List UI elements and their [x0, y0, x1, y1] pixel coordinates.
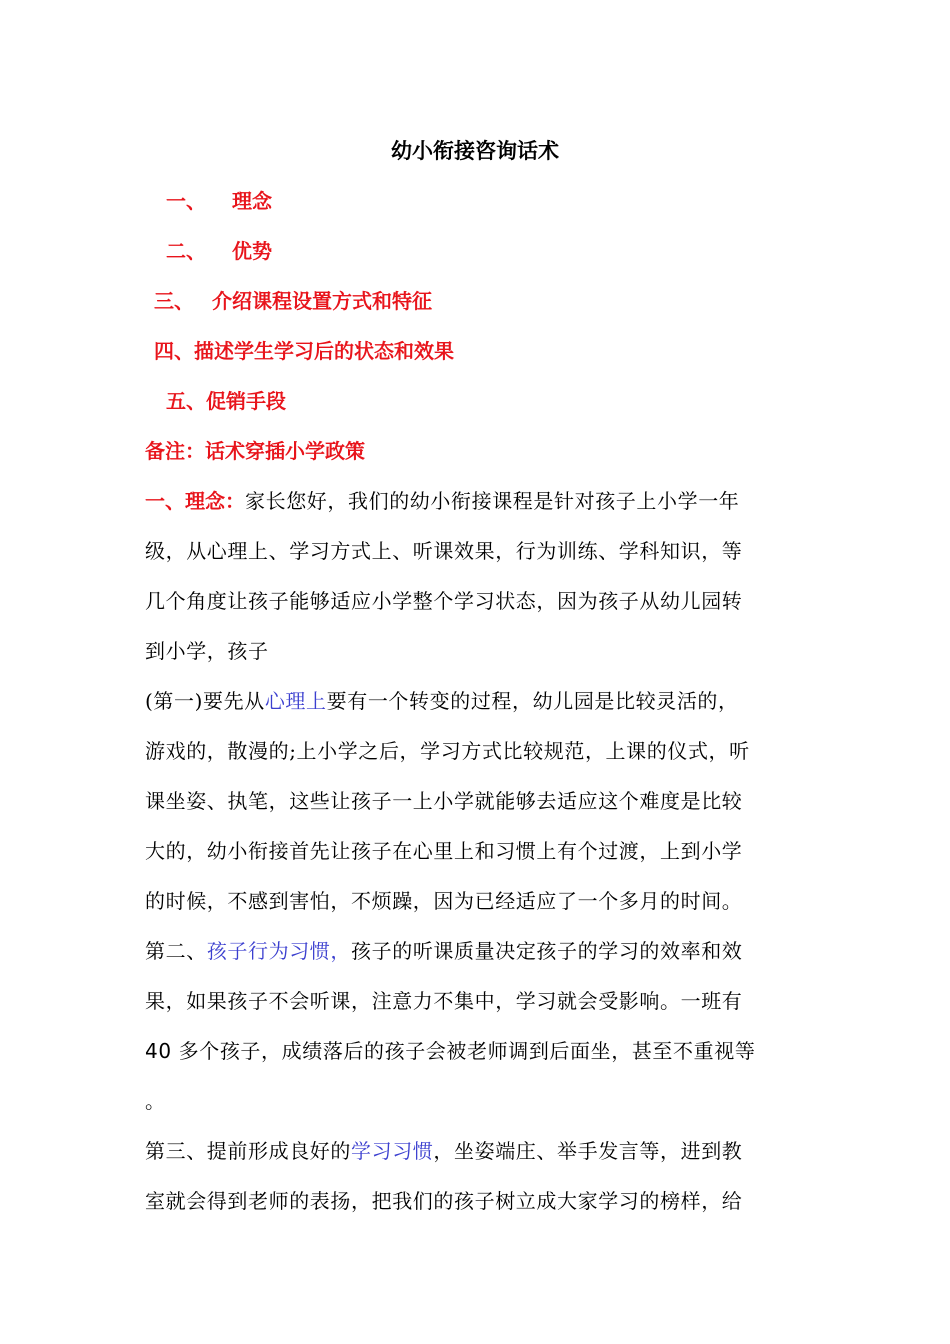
highlight-text: 学习习惯	[351, 1139, 434, 1163]
paragraph-line: 几个角度让孩子能够适应小学整个学习状态，因为孩子从幼儿园转	[145, 589, 743, 613]
paragraph-line: 课坐姿、执笔，这些让孩子一上小学就能够去适应这个难度是比较	[145, 789, 743, 813]
paragraph-line	[145, 476, 810, 526]
paragraph-line: 的时候，不感到害怕，不烦躁，因为已经适应了一个多月的时间。	[145, 889, 743, 913]
section-heading: 一、理念：	[145, 489, 245, 513]
outline-item-5	[166, 386, 286, 416]
outline-label: 促销手段	[206, 389, 286, 413]
outline-label: 描述学生学习后的状态和效果	[194, 339, 454, 363]
paragraph-line	[145, 1026, 810, 1076]
paragraph-line	[145, 676, 810, 726]
outline-number: 一、	[166, 189, 206, 213]
text-run: 家长您好，我们的幼小衔接课程是针对孩子上小学一年	[245, 489, 740, 513]
text-run: 孩子的听课质量决定孩子的学习的效率和效	[351, 939, 743, 963]
number-text: 40	[145, 1039, 172, 1063]
paragraph-line: 室就会得到老师的表扬，把我们的孩子树立成大家学习的榜样，给	[145, 1189, 743, 1213]
paragraph-line: 大的，幼小衔接首先让孩子在心里上和习惯上有个过渡，上到小学	[145, 839, 743, 863]
page-title: 幼小衔接咨询话术	[391, 139, 559, 163]
outline-item-1	[166, 186, 272, 216]
outline-number: 二、	[166, 239, 206, 263]
paragraph-line: 级，从心理上、学习方式上、听课效果，行为训练、学科知识，等	[145, 539, 743, 563]
outline-number: 三、	[154, 289, 194, 313]
outline-label: 介绍课程设置方式和特征	[212, 289, 432, 313]
outline-number: 四、	[154, 339, 194, 363]
text-run: 多个孩子，成绩落后的孩子会被老师调到后面坐，甚至不重视等	[171, 1039, 756, 1063]
paragraph-line: 。	[145, 1089, 166, 1113]
highlight-text: 孩子行为习惯，	[206, 939, 352, 963]
highlight-text: 心理上	[264, 689, 327, 713]
paragraph-line	[145, 1126, 810, 1176]
text-run: ，坐姿端庄、举手发言等，进到教	[433, 1139, 743, 1163]
paragraph-line: 果，如果孩子不会听课，注意力不集中，学习就会受影响。一班有	[145, 989, 743, 1013]
outline-number: 五、	[166, 389, 206, 413]
outline-item-3	[154, 286, 432, 316]
paragraph-line: 到小学，孩子	[145, 639, 269, 663]
paragraph-line	[145, 926, 810, 976]
note-line: 备注：话术穿插小学政策	[145, 439, 365, 463]
outline-label: 优势	[232, 239, 272, 263]
text-run: 第三、提前形成良好的	[145, 1139, 351, 1163]
outline-item-4	[154, 336, 454, 366]
outline-label: 理念	[232, 189, 272, 213]
section-philosophy	[145, 476, 810, 1226]
text-run: 第二、	[145, 939, 207, 963]
outline-item-2	[166, 236, 272, 266]
text-run: 要有一个转变的过程，幼儿园是比较灵活的，	[326, 689, 739, 713]
text-run: (第一)要先从	[145, 689, 265, 713]
paragraph-line: 游戏的，散漫的;上小学之后，学习方式比较规范，上课的仪式，听	[145, 739, 750, 763]
